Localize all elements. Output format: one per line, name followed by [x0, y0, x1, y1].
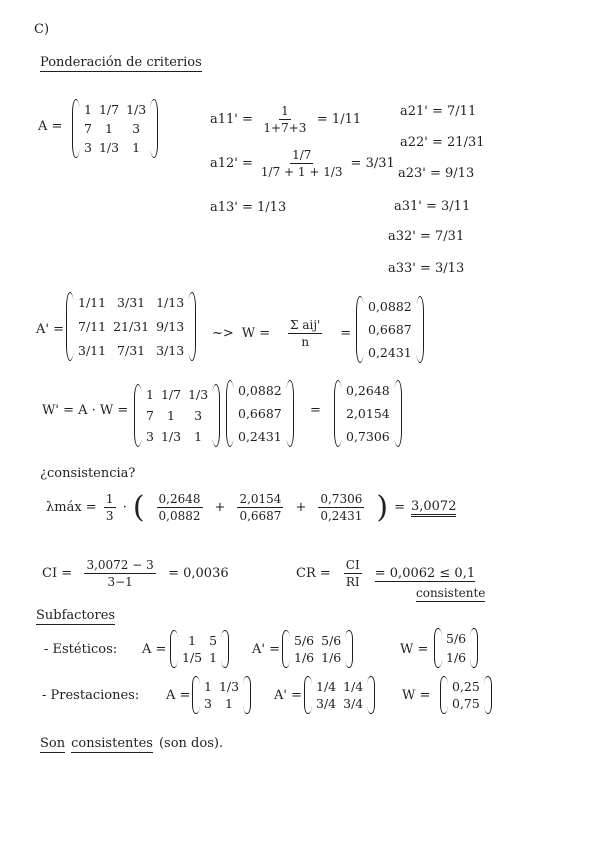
dot: · — [122, 500, 127, 515]
matrix-cell: 1 — [146, 387, 154, 402]
esteticos-ap-label: A' = — [252, 642, 280, 657]
matrix-cell: 1/3 — [218, 679, 240, 694]
matrix-cell: 3/13 — [156, 343, 185, 358]
matrix-cell: 1/4 — [316, 679, 337, 694]
conclusion — [40, 736, 223, 753]
matrix-cell: 1/4 — [343, 679, 364, 694]
open-paren: ( — [132, 489, 145, 525]
section-title: Ponderación de criterios — [40, 55, 202, 70]
cr-label: CR = — [296, 566, 331, 581]
conclusion-word: consistentes — [71, 736, 153, 751]
matrix-cell: 1/3 — [98, 140, 120, 155]
matrix-anorm-label: A' = — [36, 322, 64, 337]
lambda-expression — [46, 489, 457, 525]
close-paren: ) — [376, 489, 389, 525]
vector-cell: 0,0882 — [238, 383, 282, 398]
matrix-cell: 3 — [84, 140, 92, 155]
vector-cell: 0,2431 — [368, 345, 412, 360]
prestaciones-ap-label: A' = — [274, 688, 302, 703]
matrix-cell: 1/7 — [98, 102, 120, 117]
vector-w — [356, 296, 424, 363]
ci-den: 3−1 — [107, 575, 133, 589]
matrix-cell: 3/4 — [316, 696, 337, 711]
subfactors-title: Subfactores — [36, 608, 116, 623]
vector-w-product — [226, 380, 294, 447]
a13-expression: a13' = 1/13 — [210, 200, 287, 215]
a23-expression: a23' = 9/13 — [398, 166, 475, 181]
matrix-cell: 3 — [146, 429, 154, 444]
ci-expression — [42, 558, 229, 589]
ci-num: 3,0072 − 3 — [86, 558, 154, 572]
esteticos-w-vector — [434, 628, 478, 668]
vector-cell: 0,6687 — [368, 322, 412, 337]
matrix-cell: 1/7 — [160, 387, 182, 402]
esteticos-w-label: W = — [400, 642, 429, 657]
vector-cell: 0,25 — [452, 679, 480, 694]
a32-expression: a32' = 7/31 — [388, 229, 465, 244]
a12-den: 1/7 + 1 + 1/3 — [260, 165, 343, 179]
a11-label: a11' = — [210, 112, 253, 127]
ci-result: = 0,0036 — [168, 566, 229, 581]
matrix-cell: 1/6 — [294, 650, 315, 665]
vector-cell: 0,7306 — [346, 429, 390, 444]
a12-num: 1/7 — [292, 148, 312, 162]
plus: + — [295, 500, 307, 515]
cr-note: consistente — [416, 586, 486, 600]
matrix-cell: 7/31 — [117, 343, 146, 358]
matrix-cell: 1 — [204, 679, 212, 694]
matrix-cell: 3 — [194, 408, 203, 423]
cr-result: = 0,0062 ≤ 0,1 — [374, 565, 476, 581]
vector-cell: 5/6 — [446, 631, 467, 646]
a21-expression: a21' = 7/11 — [400, 104, 477, 119]
esteticos-label: - Estéticos: — [44, 642, 118, 657]
plus: + — [214, 500, 226, 515]
matrix-cell: 1/3 — [188, 387, 209, 402]
matrix-cell: 1 — [132, 140, 141, 155]
a12-result: = 3/31 — [350, 156, 395, 171]
prestaciones-w-vector — [440, 676, 492, 714]
matrix-cell: 5/6 — [294, 633, 315, 648]
frac-den: 0,0882 — [158, 509, 201, 523]
matrix-cell: 3/11 — [78, 343, 107, 358]
matrix-cell: 1 — [105, 121, 113, 136]
conclusion-suffix: (son dos). — [158, 736, 224, 751]
prestaciones-w-label: W = — [402, 688, 431, 703]
esteticos-ap-matrix — [282, 630, 353, 668]
prestaciones-label: - Prestaciones: — [42, 688, 140, 703]
matrix-cell: 7 — [146, 408, 154, 423]
matrix-cell: 1 — [209, 650, 218, 665]
vector-cell: 1/6 — [446, 650, 467, 665]
cr-num: CI — [345, 558, 360, 572]
esteticos-a-matrix — [170, 630, 229, 668]
matrix-cell: 3 — [204, 696, 212, 711]
arrow-icon: ~> — [212, 326, 234, 341]
matrix-cell: 1 — [194, 429, 203, 444]
matrix-cell: 9/13 — [156, 319, 185, 334]
matrix-cell: 1/5 — [182, 650, 203, 665]
a12-expression — [210, 148, 395, 179]
conclusion-prefix: Son — [40, 736, 66, 751]
a31-expression: a31' = 3/11 — [394, 199, 471, 214]
prestaciones-ap-matrix — [304, 676, 375, 714]
a11-num: 1 — [281, 104, 289, 118]
a11-expression — [210, 104, 361, 135]
matrix-cell: 1/3 — [126, 102, 147, 117]
matrix-a — [72, 99, 158, 158]
cr-den: RI — [345, 575, 360, 589]
w-eq: = — [340, 326, 352, 341]
vector-cell: 0,0882 — [368, 299, 412, 314]
a22-expression: a22' = 21/31 — [400, 135, 485, 150]
vector-cell: 0,75 — [452, 696, 480, 711]
matrix-cell: 1 — [225, 696, 233, 711]
matrix-cell: 5/6 — [321, 633, 342, 648]
esteticos-a-label: A = — [142, 642, 167, 657]
eq: = — [394, 500, 405, 515]
a11-result: = 1/11 — [316, 112, 362, 127]
frac-den: 0,6687 — [239, 509, 282, 523]
vector-cell: 0,6687 — [238, 406, 282, 421]
frac-num: 2,0154 — [239, 492, 282, 506]
matrix-anorm — [66, 292, 196, 361]
prestaciones-a-label: A = — [166, 688, 191, 703]
matrix-cell: 3/31 — [117, 295, 146, 310]
vector-cell: 2,0154 — [346, 406, 390, 421]
matrix-cell: 1 — [188, 633, 197, 648]
matrix-a-label: A = — [38, 119, 63, 134]
matrix-cell: 1 — [167, 408, 175, 423]
matrix-cell: 7 — [84, 121, 92, 136]
a33-expression: a33' = 3/13 — [388, 261, 465, 276]
prestaciones-a-matrix — [192, 676, 251, 714]
matrix-cell: 5 — [209, 633, 218, 648]
cr-expression — [296, 558, 475, 589]
lambda-result: 3,0072 — [411, 499, 457, 517]
matrix-a-product — [134, 384, 220, 447]
matrix-cell: 1/13 — [156, 295, 185, 310]
matrix-cell: 3/4 — [343, 696, 364, 711]
matrix-cell: 1 — [84, 102, 92, 117]
vector-cell: 0,2648 — [346, 383, 390, 398]
lambda-label: λmáx = — [46, 500, 97, 515]
weight-formula — [212, 318, 351, 349]
matrix-cell: 1/6 — [321, 650, 342, 665]
frac-num: 0,2648 — [158, 492, 201, 506]
section-label: C) — [34, 22, 50, 37]
consistency-title: ¿consistencia? — [40, 466, 136, 481]
matrix-cell: 1/11 — [78, 295, 107, 310]
frac-num: 0,7306 — [320, 492, 363, 506]
matrix-cell: 3 — [132, 121, 141, 136]
matrix-cell: 1/3 — [160, 429, 182, 444]
w-label: W = — [241, 326, 271, 341]
frac-den: 3 — [105, 509, 114, 523]
w-sum: Σ aij' — [290, 318, 321, 332]
vector-cell: 0,2431 — [238, 429, 282, 444]
a11-den: 1+7+3 — [263, 121, 307, 135]
product-eq: = — [310, 403, 321, 418]
ci-label: CI = — [42, 566, 73, 581]
matrix-cell: 21/31 — [113, 319, 150, 334]
product-label: W' = A · W = — [42, 403, 129, 418]
frac-den: 0,2431 — [320, 509, 363, 523]
w-n: n — [301, 335, 310, 349]
matrix-cell: 7/11 — [78, 319, 107, 334]
a12-label: a12' = — [210, 156, 253, 171]
frac-num: 1 — [105, 492, 114, 506]
vector-wprime — [334, 380, 402, 447]
